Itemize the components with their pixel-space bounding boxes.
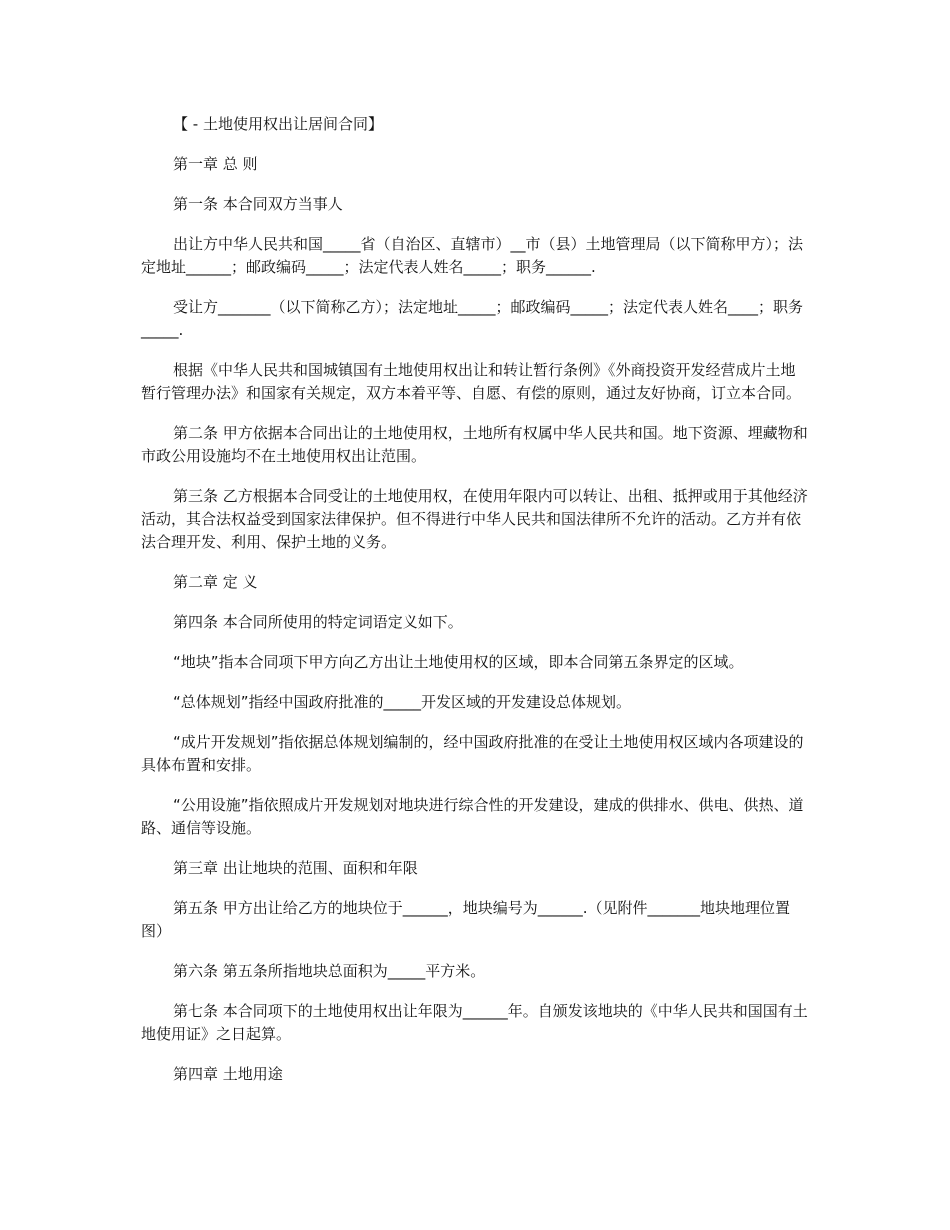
article-1: 第一条 本合同双方当事人 — [173, 195, 343, 213]
legal-basis: 根据《中华人民共和国城镇国有土地使用权出让和转让暂行条例》《外商投资开发经营成片土地暂行管理办法》和国家有关规定，双方本着平等、自愿、有偿的原则，通过友好协商，订立本合同。 — [141, 361, 802, 402]
definition-development-plan: “成片开发规划”指依据总体规划编制的，经中国政府批准的在受让土地使用权区域内各项建设的具体布置和安排。 — [141, 733, 804, 774]
definition-master-plan: “总体规划”指经中国政府批准的_____开发区域的开发建设总体规划。 — [173, 693, 632, 711]
chapter-4-heading: 第四章 土地用途 — [173, 1065, 283, 1083]
transferor-info: 出让方中华人民共和国_____省（自治区、直辖市）__市（县）土地管理局（以下简称甲方）；法定地址______；邮政编码_____；法定代表人姓名_____；职务______. — [141, 235, 804, 276]
article-6: 第六条 第五条所指地块总面积为_____平方米。 — [173, 962, 486, 980]
chapter-3-heading: 第三章 出让地块的范围、面积和年限 — [173, 859, 418, 877]
chapter-1-heading: 第一章 总 则 — [173, 155, 258, 173]
definition-public-facilities: “公用设施”指依照成片开发规划对地块进行综合性的开发建设，建成的供排水、供电、供热、道路、通信等设施。 — [141, 796, 804, 837]
document-title: 【 - 土地使用权出让居间合同】 — [173, 115, 383, 133]
document-body — [141, 113, 809, 1103]
article-2: 第二条 甲方依据本合同出让的土地使用权，土地所有权属中华人民共和国。地下资源、埋藏物和市政公用设施均不在土地使用权出让范围。 — [141, 424, 808, 465]
definition-plot: “地块”指本合同项下甲方向乙方出让土地使用权的区域，即本合同第五条界定的区域。 — [173, 653, 744, 671]
article-7: 第七条 本合同项下的土地使用权出让年限为______年。自颁发该地块的《中华人民共和国国有土地使用证》之日起算。 — [141, 1002, 808, 1043]
transferee-info: 受让方_______（以下简称乙方）；法定地址_____；邮政编码_____；法定代表人姓名____；职务_____. — [141, 298, 804, 339]
chapter-2-heading: 第二章 定 义 — [173, 573, 258, 591]
article-5: 第五条 甲方出让给乙方的地块位于______，地块编号为______.（见附件_______地块地理位置图） — [141, 899, 791, 940]
article-3: 第三条 乙方根据本合同受让的土地使用权，在使用年限内可以转让、出租、抵押或用于其他经济活动，其合法权益受到国家法律保护。但不得进行中华人民共和国法律所不允许的活动。乙方并有依法合理开发、利用、保护土地的义务。 — [141, 487, 808, 551]
article-4: 第四条 本合同所使用的特定词语定义如下。 — [173, 613, 463, 631]
